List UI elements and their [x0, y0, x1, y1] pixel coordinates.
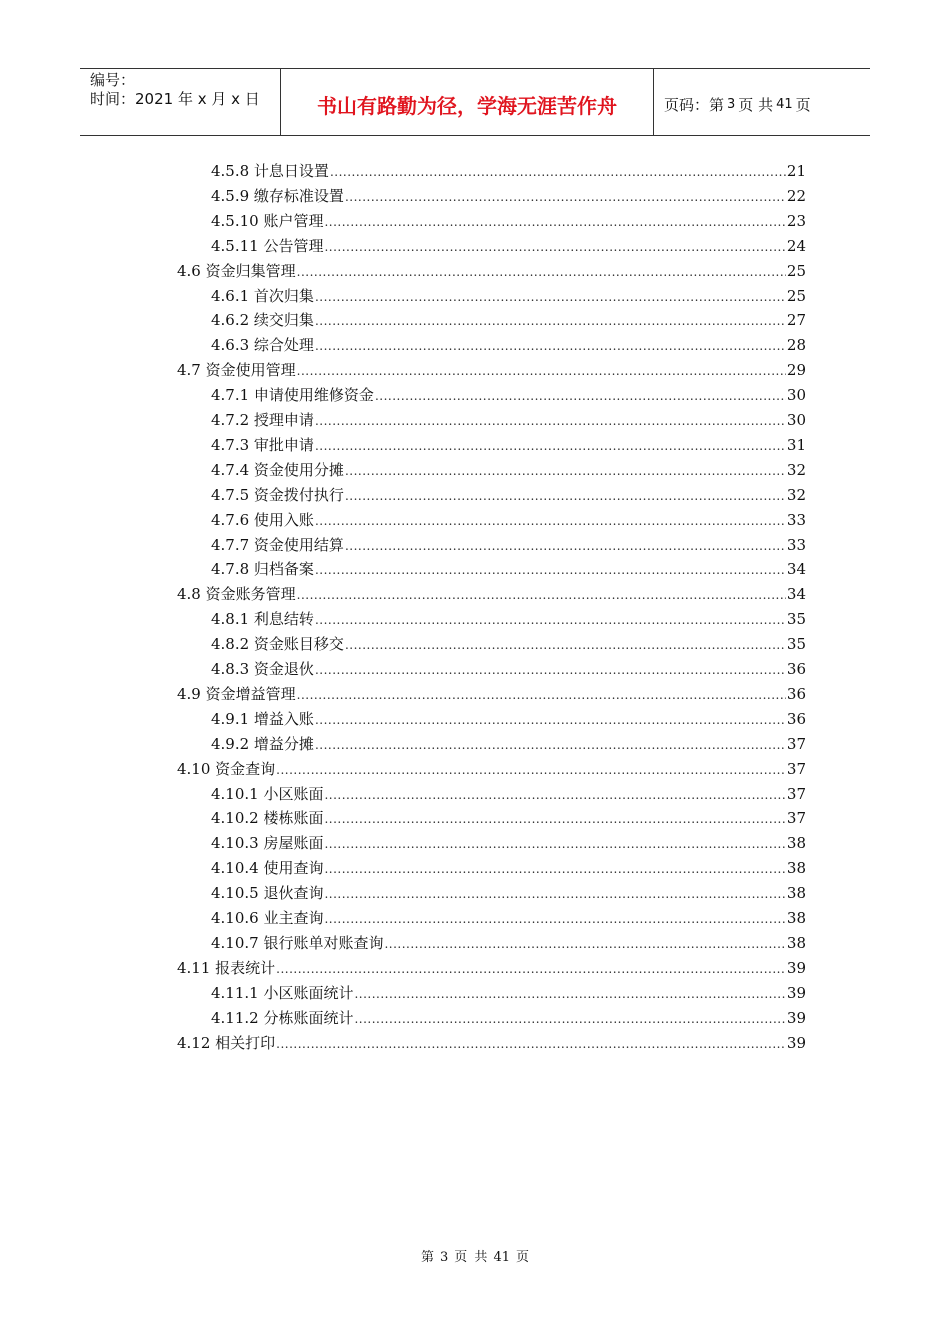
- toc-leader-dots: [324, 912, 785, 926]
- toc-entry-title: 4.8.2 资金账目移交: [211, 635, 344, 654]
- toc-entry[interactable]: [211, 334, 806, 356]
- toc-entry-page: 34: [786, 585, 806, 604]
- toc-entry-page: 39: [786, 958, 806, 977]
- toc-entry[interactable]: [177, 1032, 806, 1054]
- header-meta: [80, 69, 281, 135]
- toc-entry[interactable]: [211, 733, 806, 755]
- toc-leader-dots: [324, 887, 785, 901]
- toc-entry-page: 38: [786, 933, 806, 952]
- toc-leader-dots: [315, 514, 786, 528]
- toc-leader-dots: [315, 314, 786, 328]
- toc-entry-page: 25: [786, 286, 806, 305]
- toc-entry[interactable]: [211, 309, 806, 331]
- toc-entry[interactable]: [211, 783, 806, 805]
- toc-entry[interactable]: [211, 982, 806, 1004]
- toc-entry[interactable]: [211, 608, 806, 630]
- toc-entry-page: 39: [786, 1008, 806, 1027]
- toc-entry[interactable]: [211, 185, 806, 207]
- toc-leader-dots: [315, 613, 786, 627]
- header-motto: 书山有路勤为径，学海无涯苦作舟: [281, 69, 654, 135]
- toc-entry-title: 4.10.7 银行账单对账查询: [211, 933, 384, 952]
- toc-entry-page: 37: [786, 734, 806, 753]
- footer-prefix: 第: [421, 1250, 435, 1265]
- toc-leader-dots: [297, 364, 786, 378]
- toc-entry-title: 4.11 报表统计: [177, 958, 276, 977]
- toc-entry-page: 37: [786, 809, 806, 828]
- toc-entry[interactable]: [211, 882, 806, 904]
- toc-entry[interactable]: [211, 534, 806, 556]
- toc-entry-title: 4.9.1 增益入账: [211, 709, 314, 728]
- toc-entry-page: 36: [786, 684, 806, 703]
- toc-entry-page: 36: [786, 660, 806, 678]
- toc-entry-title: 4.6.2 续交归集: [211, 311, 314, 330]
- toc-entry[interactable]: [211, 409, 806, 431]
- toc-entry-page: 38: [786, 859, 806, 878]
- toc-entry-title: 4.6.3 综合处理: [211, 336, 314, 355]
- toc-entry-title: 4.5.11 公告管理: [211, 236, 324, 255]
- toc-entry-title: 4.7.5 资金拨付执行: [211, 485, 344, 504]
- toc-entry-page: 37: [786, 759, 806, 778]
- toc-entry[interactable]: [211, 459, 806, 481]
- header-page-info: [654, 69, 870, 135]
- toc-leader-dots: [345, 464, 786, 478]
- toc-entry[interactable]: [177, 683, 806, 705]
- toc-entry[interactable]: [177, 359, 806, 381]
- toc-entry-title: 4.11.2 分栋账面统计: [211, 1008, 354, 1027]
- toc-entry[interactable]: [211, 484, 806, 506]
- toc-leader-dots: [324, 812, 785, 826]
- toc-entry-title: 4.11.1 小区账面统计: [211, 983, 354, 1002]
- footer-page-current: 3: [440, 1250, 449, 1265]
- toc-entry-title: 4.10.6 业主查询: [211, 909, 324, 927]
- toc-entry[interactable]: [211, 633, 806, 655]
- toc-entry-title: 4.10.1 小区账面: [211, 784, 324, 803]
- toc-entry[interactable]: [211, 708, 806, 730]
- toc-leader-dots: [324, 788, 785, 802]
- toc-entry[interactable]: [211, 160, 806, 182]
- toc-entry-page: 28: [786, 336, 806, 355]
- toc-entry[interactable]: [211, 558, 806, 580]
- toc-entry-page: 24: [786, 236, 806, 255]
- toc-entry-page: 32: [786, 460, 806, 479]
- toc-entry[interactable]: [211, 384, 806, 406]
- toc-entry-title: 4.6 资金归集管理: [177, 261, 296, 280]
- footer-middle: 页 共: [454, 1250, 488, 1265]
- toc-leader-dots: [276, 1037, 786, 1051]
- toc-entry-title: 4.7.4 资金使用分摊: [211, 460, 344, 479]
- toc-entry-page: 25: [786, 261, 806, 280]
- toc-entry-page: 22: [786, 186, 806, 205]
- toc-entry-page: 33: [786, 510, 806, 529]
- toc-leader-dots: [324, 215, 785, 229]
- toc-entry[interactable]: [211, 907, 806, 929]
- toc-entry[interactable]: [177, 583, 806, 605]
- toc-entry[interactable]: [211, 434, 806, 456]
- toc-leader-dots: [324, 862, 785, 876]
- toc-entry-page: 30: [786, 411, 806, 429]
- toc-entry-title: 4.7 资金使用管理: [177, 361, 296, 380]
- toc-entry-page: 38: [786, 834, 806, 853]
- toc-entry[interactable]: [211, 832, 806, 854]
- toc-leader-dots: [315, 290, 786, 304]
- toc-leader-dots: [345, 190, 786, 204]
- toc-entry-title: 4.8 资金账务管理: [177, 585, 296, 604]
- toc-leader-dots: [354, 987, 785, 1001]
- toc-entry[interactable]: [211, 235, 806, 257]
- toc-entry[interactable]: [211, 932, 806, 954]
- toc-entry-page: 38: [786, 909, 806, 927]
- toc-leader-dots: [315, 663, 786, 677]
- toc-leader-dots: [375, 389, 786, 403]
- toc-entry-page: 32: [786, 485, 806, 504]
- toc-leader-dots: [330, 165, 786, 179]
- toc-leader-dots: [345, 539, 786, 553]
- toc-entry[interactable]: [177, 758, 806, 780]
- toc-entry[interactable]: [211, 509, 806, 531]
- header-page-middle: 页 共: [738, 95, 774, 114]
- toc-entry-page: 29: [786, 361, 806, 380]
- toc-entry-title: 4.8.3 资金退伙: [211, 660, 314, 678]
- toc-leader-dots: [324, 240, 785, 254]
- toc-entry-title: 4.7.2 授理申请: [211, 411, 314, 429]
- toc-leader-dots: [276, 962, 786, 976]
- toc-entry-page: 31: [786, 435, 806, 454]
- toc-entry-title: 4.10.5 退伙查询: [211, 884, 324, 903]
- toc-entry-title: 4.7.6 使用入账: [211, 510, 314, 529]
- toc-leader-dots: [324, 837, 785, 851]
- toc-entry-page: 35: [786, 610, 806, 629]
- toc-leader-dots: [297, 688, 786, 702]
- toc-entry-title: 4.10 资金查询: [177, 759, 276, 778]
- page-header: [80, 68, 870, 136]
- toc-leader-dots: [345, 489, 786, 503]
- footer-suffix: 页: [515, 1250, 529, 1265]
- toc-entry-page: 33: [786, 535, 806, 554]
- toc-entry-title: 4.7.7 资金使用结算: [211, 535, 344, 554]
- toc-leader-dots: [297, 265, 786, 279]
- toc-entry[interactable]: [211, 807, 806, 829]
- toc-leader-dots: [315, 563, 786, 577]
- toc-leader-dots: [315, 439, 786, 453]
- toc-entry-title: 4.7.3 审批申请: [211, 435, 314, 454]
- toc-leader-dots: [315, 414, 786, 428]
- footer-page-total: 41: [493, 1250, 510, 1265]
- toc-entry[interactable]: [211, 658, 806, 680]
- toc-entry[interactable]: [211, 1007, 806, 1029]
- toc-entry-title: 4.5.9 缴存标准设置: [211, 186, 344, 205]
- toc-leader-dots: [315, 339, 786, 353]
- toc-entry-page: 38: [786, 884, 806, 903]
- toc-leader-dots: [276, 763, 786, 777]
- toc-leader-dots: [315, 738, 786, 752]
- toc-leader-dots: [345, 638, 786, 652]
- document-time-label: 时间：2021 年 x 月 x 日: [90, 90, 260, 108]
- toc-entry-page: 21: [786, 162, 806, 180]
- toc-leader-dots: [297, 588, 786, 602]
- document-number-label: 编号：: [90, 71, 136, 89]
- toc-entry-title: 4.9.2 增益分摊: [211, 734, 314, 753]
- toc-entry-title: 4.8.1 利息结转: [211, 610, 314, 629]
- toc-entry-title: 4.7.8 归档备案: [211, 560, 314, 579]
- toc-entry-title: 4.10.4 使用查询: [211, 859, 324, 878]
- toc-entry-title: 4.12 相关打印: [177, 1033, 276, 1052]
- toc-entry-page: 34: [786, 560, 806, 579]
- toc-entry[interactable]: [211, 857, 806, 879]
- toc-entry-title: 4.10.3 房屋账面: [211, 834, 324, 853]
- toc-entry[interactable]: [177, 260, 806, 282]
- toc-entry-title: 4.5.10 账户管理: [211, 211, 324, 230]
- toc-entry-page: 27: [786, 311, 806, 330]
- toc-entry-page: 36: [786, 709, 806, 728]
- toc-entry-title: 4.9 资金增益管理: [177, 684, 296, 703]
- toc-entry-page: 23: [786, 211, 806, 230]
- toc-entry-page: 35: [786, 635, 806, 654]
- header-page-current: 3: [727, 96, 736, 112]
- toc-leader-dots: [354, 1012, 785, 1026]
- toc-entry-page: 39: [786, 983, 806, 1002]
- header-page-total: 41: [776, 96, 793, 112]
- toc-entry-title: 4.6.1 首次归集: [211, 286, 314, 305]
- toc-entry[interactable]: [211, 210, 806, 232]
- toc-entry-page: 39: [786, 1033, 806, 1052]
- page-footer: [0, 1246, 950, 1265]
- toc-leader-dots: [315, 713, 786, 727]
- header-page-prefix: 页码：第: [664, 95, 725, 114]
- toc-entry-title: 4.10.2 楼栋账面: [211, 809, 324, 828]
- header-page-suffix: 页: [795, 95, 811, 114]
- toc-entry[interactable]: [211, 285, 806, 307]
- toc-entry-page: 30: [786, 386, 806, 405]
- toc-leader-dots: [384, 937, 785, 951]
- toc-entry-title: 4.7.1 申请使用维修资金: [211, 386, 374, 405]
- toc-entry-title: 4.5.8 计息日设置: [211, 162, 329, 180]
- toc-entry-page: 37: [786, 784, 806, 803]
- toc-entry[interactable]: [177, 957, 806, 979]
